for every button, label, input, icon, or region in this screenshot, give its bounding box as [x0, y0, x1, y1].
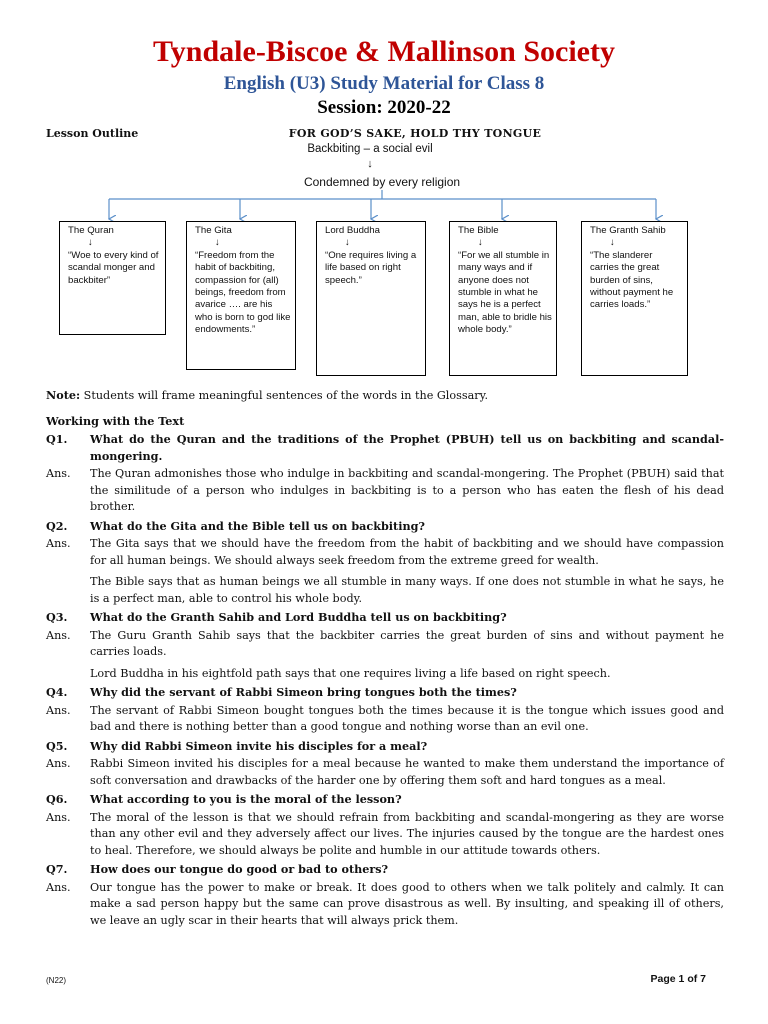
box-title: The Gita: [195, 225, 232, 236]
box-quote: “Woe to every kind of scandal monger and backbiter”: [68, 249, 159, 286]
answer-text: Our tongue has the power to make or break. It does good to others when we talk politely and calmly. It can make a sad person happy but the same can prove disastrous as well. By insulting, and speaking ill of others, we leave an ugly scar in their hearts that will always prick them.: [90, 880, 724, 927]
qa-item-4: [46, 684, 724, 736]
question-label: Q4.: [46, 685, 68, 699]
question-label: Q3.: [46, 610, 68, 624]
section-heading: Working with the Text: [46, 413, 185, 428]
lesson-title: FOR GOD’S SAKE, HOLD THY TONGUE: [288, 127, 542, 140]
page-number: Page 1 of 7: [650, 973, 706, 985]
outline-connector-lines: [0, 0, 768, 230]
box-quote: “For we all stumble in many ways and if anyone does not stumble in what he says he is a perfect man, able to bridle his whole body.”: [458, 249, 552, 336]
down-arrow-icon: ↓: [88, 237, 93, 249]
answer-text: Rabbi Simeon invited his disciples for a meal because he wanted to make them understand the importance of soft conversation and drawbacks of the harder one by offering them soft and hard tongues as a meal.: [90, 757, 724, 787]
footer-code: (N22): [46, 976, 67, 985]
question-text: What according to you is the moral of the lesson?: [90, 792, 402, 806]
answer-text: The Guru Granth Sahib says that the backbiter carries the great burden of sins and without payment he carries loads.: [90, 628, 724, 658]
outline-box-gita: [186, 221, 296, 370]
box-title: The Granth Sahib: [590, 225, 666, 236]
question-text: What do the Granth Sahib and Lord Buddha tell us on backbiting?: [90, 610, 507, 624]
qa-item-7: [46, 861, 724, 929]
down-arrow-icon: ↓: [610, 237, 615, 249]
answer-text: The Bible says that as human beings we all stumble in many ways. If one does not stumble in what he says, he is a perfect man, able to control his whole body.: [90, 575, 724, 605]
question-label: Q7.: [46, 862, 68, 876]
answer-text: The Gita says that we should have the freedom from the habit of backbiting and we should have compassion for all human beings. We should always seek freedom from the extreme greed for wealth.: [90, 537, 724, 567]
outline-box-buddha: [316, 221, 426, 376]
question-text: Why did Rabbi Simeon invite his disciples for a meal?: [90, 738, 428, 753]
question-label: Q2.: [46, 518, 68, 533]
outline-theme: Backbiting – a social evil: [307, 143, 433, 155]
qa-item-5: [46, 738, 724, 790]
box-quote: “One requires living a life based on right speech.”: [325, 249, 417, 286]
down-arrow-icon: ↓: [478, 237, 483, 249]
answer-text: The moral of the lesson is that we should refrain from backbiting and scandal-mongering as they are worse than any other evil and they adversely affect our lives. The injuries caused by the tongue are the hardest ones to heal. Therefore, we should always be polite and humble in our attitude towards others.: [90, 810, 724, 857]
qa-item-1: [46, 431, 724, 516]
box-title: The Quran: [68, 225, 114, 236]
box-quote: “The slanderer carries the great burden of sins, without payment he carries loads.”: [590, 249, 674, 311]
box-title: The Bible: [458, 225, 499, 236]
glossary-note: [46, 387, 724, 405]
down-arrow-icon: ↓: [345, 237, 350, 249]
outline-condemned: Condemned by every religion: [303, 175, 461, 189]
answer-label: Ans.: [46, 703, 71, 717]
answer-label: Ans.: [46, 880, 71, 894]
document-subtitle: English (U3) Study Material for Class 8: [223, 73, 545, 94]
answer-label: Ans.: [46, 757, 71, 770]
question-text: How does our tongue do good or bad to others?: [90, 862, 389, 876]
lesson-outline-label: Lesson Outline: [46, 127, 139, 140]
qa-item-3: [46, 609, 724, 682]
question-label: Q5.: [46, 738, 68, 753]
box-quote: “Freedom from the habit of backbiting, compassion for (all) beings, freedom from avarice …. are his who is born to god like endowments.”: [195, 249, 291, 336]
question-label: Q6.: [46, 792, 68, 806]
box-title: Lord Buddha: [325, 225, 380, 236]
outline-box-bible: [449, 221, 557, 376]
question-text: What do the Quran and the traditions of the Prophet (PBUH) tell us on backbiting and scandal-mongering.: [90, 432, 724, 463]
session-label: Session: 2020-22: [317, 97, 451, 118]
down-arrow-icon: ↓: [215, 237, 220, 249]
question-label: Q1.: [46, 432, 68, 446]
answer-label: Ans.: [46, 628, 71, 642]
answer-label: Ans.: [46, 467, 71, 480]
outline-box-granth-sahib: [581, 221, 688, 376]
question-text: Why did the servant of Rabbi Simeon bring tongues both the times?: [90, 685, 517, 699]
document-body: [46, 387, 724, 929]
answer-label: Ans.: [46, 810, 71, 824]
answer-label: Ans.: [46, 537, 71, 550]
answer-text: The servant of Rabbi Simeon bought tongues both the times because it is the tongue which issues good and bad and there is nothing better than a good tongue and nothing worse than an evil one.: [90, 703, 724, 733]
qa-item-2: [46, 518, 724, 608]
note-text: Students will frame meaningful sentences of the words in the Glossary.: [80, 389, 489, 402]
answer-text: Lord Buddha in his eightfold path says that one requires living a life based on right speech.: [90, 666, 611, 680]
qa-item-6: [46, 791, 724, 859]
answer-text: The Quran admonishes those who indulge in backbiting and scandal-mongering. The Prophet (PBUH) said that the similitude of a person who indulges in backbiting is to a person who has eaten the flesh of his dead brother.: [90, 467, 724, 513]
note-label: Note:: [46, 388, 81, 402]
organization-title: Tyndale-Biscoe & Mallinson Society: [153, 35, 615, 68]
question-text: What do the Gita and the Bible tell us on backbiting?: [90, 518, 425, 533]
down-arrow-icon: ↓: [367, 158, 373, 170]
outline-box-quran: [59, 221, 166, 335]
